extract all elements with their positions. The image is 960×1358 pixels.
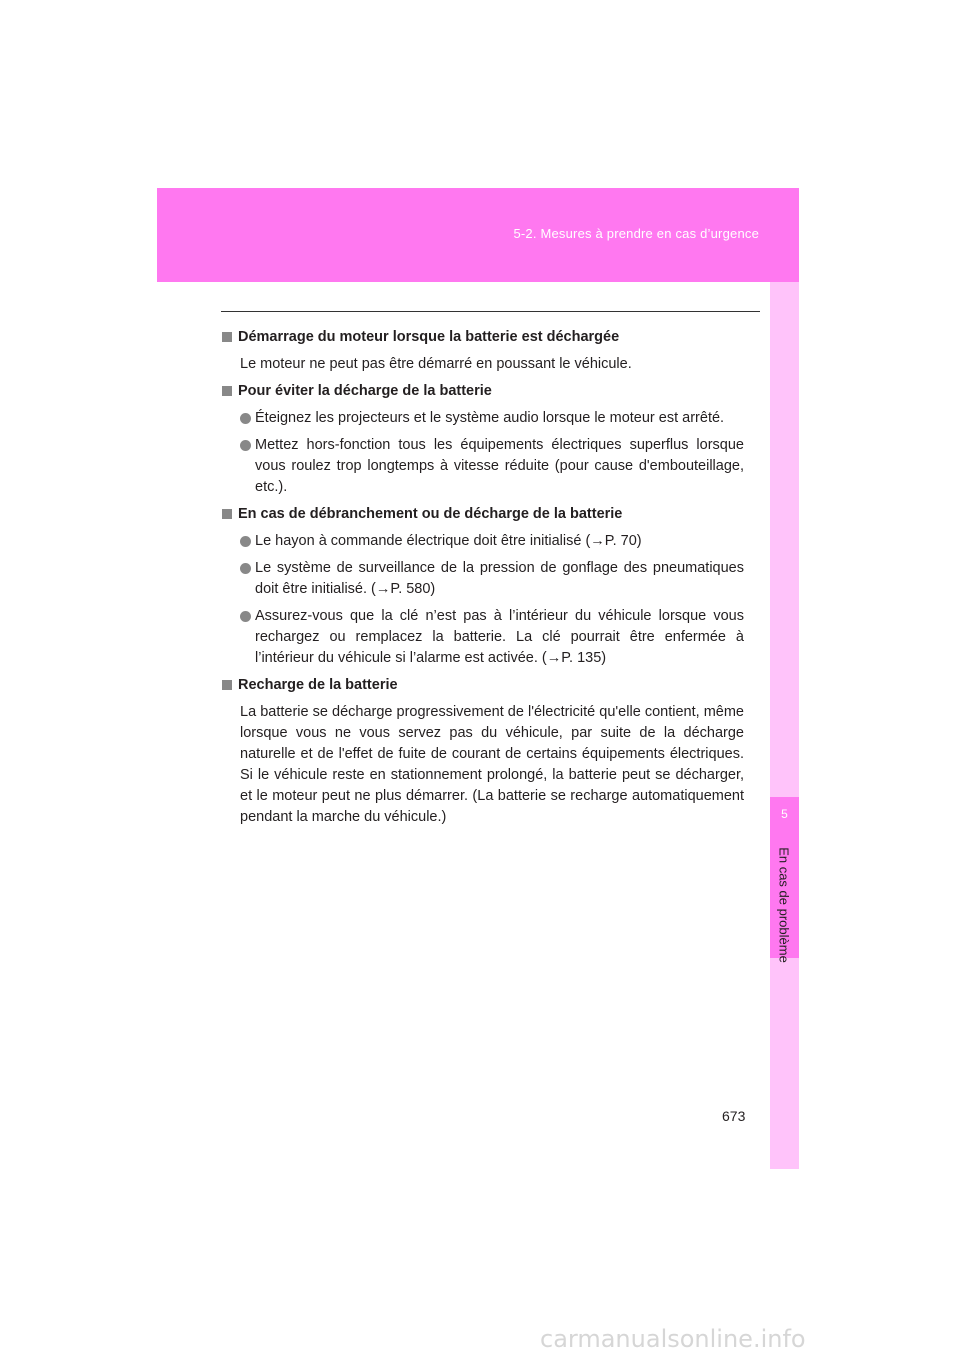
side-tab xyxy=(770,282,799,1169)
section-header-band xyxy=(157,188,799,282)
section-title: 5-2. Mesures à prendre en cas d’urgence xyxy=(513,226,759,241)
circle-bullet-icon xyxy=(240,536,251,547)
section-starting-engine xyxy=(222,327,744,375)
circle-bullet-icon xyxy=(240,563,251,574)
circle-bullet-icon xyxy=(240,440,251,451)
section-heading: Pour éviter la décharge de la batterie xyxy=(222,381,744,402)
section-heading: Recharge de la batterie xyxy=(222,675,744,696)
section-heading: Démarrage du moteur lorsque la batterie est déchargée xyxy=(222,327,744,348)
chapter-number: 5 xyxy=(781,807,788,821)
square-bullet-icon xyxy=(222,680,232,690)
top-rule xyxy=(221,311,760,312)
list-item: Éteignez les projecteurs et le système audio lorsque le moteur est arrêté. xyxy=(222,408,744,429)
list-item: Le hayon à commande électrique doit être initialisé (→P. 70) xyxy=(222,531,744,552)
chapter-title: En cas de problème xyxy=(776,847,792,963)
square-bullet-icon xyxy=(222,332,232,342)
list-item: Le système de surveillance de la pression de gonflage des pneumatiques doit être initialisé. (→P. 580) xyxy=(222,558,744,600)
circle-bullet-icon xyxy=(240,413,251,424)
list-item: Mettez hors-fonction tous les équipements électriques superflus lorsque vous roulez trop longtemps à vitesse réduite (pour cause d'embouteillage, etc.). xyxy=(222,435,744,498)
section-heading: En cas de débranchement ou de décharge de la batterie xyxy=(222,504,744,525)
paragraph: La batterie se décharge progressivement de l'électricité qu'elle contient, même lorsque vous ne vous servez pas du véhicule, par suite de la décharge naturelle et de l'effet de fuite de courant de certains équipements électriques. Si le véhicule reste en stationnement prolongé, la batterie peut se décharger, et le moteur peut ne plus démarrer. (La batterie se recharge automatiquement pendant la marche du véhicule.) xyxy=(240,704,744,825)
paragraph: Le moteur ne peut pas être démarré en poussant le véhicule. xyxy=(240,356,632,372)
section-disconnection xyxy=(222,504,744,669)
page-number: 673 xyxy=(722,1108,746,1124)
chapter-tab[interactable] xyxy=(770,797,799,963)
watermark: carmanualsonline.info xyxy=(540,1325,806,1353)
page-content xyxy=(222,327,744,834)
section-recharging xyxy=(222,675,744,828)
section-prevent-discharge xyxy=(222,381,744,498)
square-bullet-icon xyxy=(222,509,232,519)
square-bullet-icon xyxy=(222,386,232,396)
circle-bullet-icon xyxy=(240,611,251,622)
list-item: Assurez-vous que la clé n’est pas à l’intérieur du véhicule lorsque vous rechargez ou remplacez la batterie. La clé pourrait être enfermée à l’intérieur du véhicule si l’alarme est activée. (→P. 135) xyxy=(222,606,744,669)
